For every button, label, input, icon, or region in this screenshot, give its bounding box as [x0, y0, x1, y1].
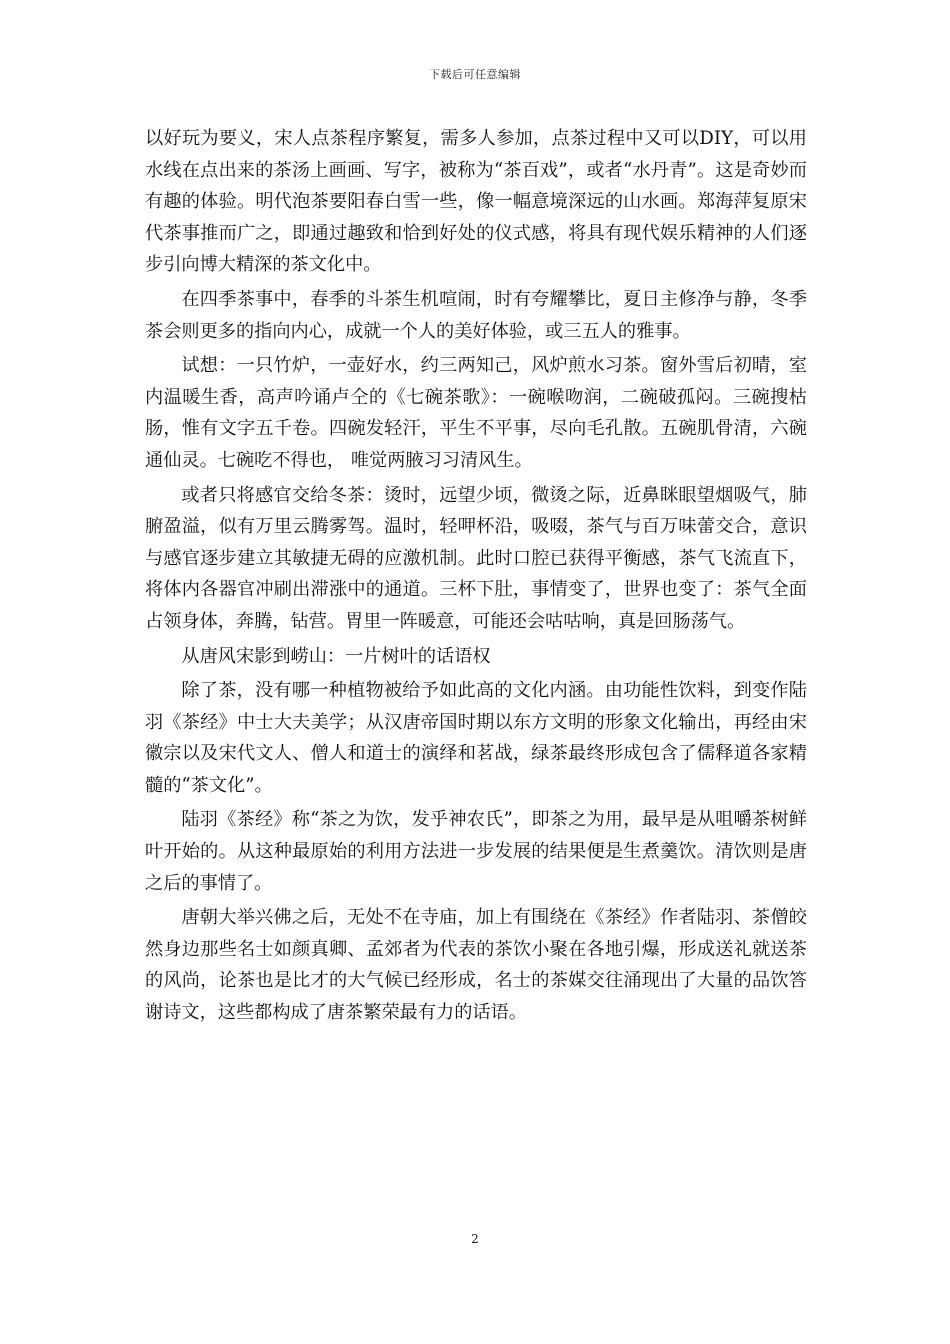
page-header: 下载后可任意编辑: [429, 68, 521, 81]
paragraph-6: 陆羽《茶经》称“茶之为饮，发乎神农氏”，即茶之为用，最早是从咀嚼茶树鲜叶开始的。从这种最原始的利用方法进一步发展的结果便是生煮羹饮。清饮则是唐之后的事情了。: [145, 809, 807, 894]
paragraph-7: 唐朝大举兴佛之后，无处不在寺庙，加上有围绕在《茶经》作者陆羽、茶僧皎然身边那些名士如颜真卿、孟郊者为代表的茶饮小聚在各地引爆，形成送礼就送茶的风尚，论茶也是比才的大气候已经形成，名士的茶媒交往涌现出了大量的品饮答谢诗文，这些都构成了唐茶繁荣最有力的话语。: [145, 907, 807, 1024]
paragraph-5: 除了茶，没有哪一种植物被给予如此高的文化内涵。由功能性饮料，到变作陆羽《茶经》中士大夫美学；从汉唐帝国时期以东方文明的形象文化输出，再经由宋徽宗以及宋代文人、僧人和道士的演绎和茗战，绿茶最终形成包含了儒释道各家精髓的“茶文化”。: [145, 680, 807, 796]
body-text: [145, 123, 807, 1032]
section-heading: 从唐风宋影到崂山：一片树叶的话语权: [181, 645, 491, 667]
page-number: 2: [471, 1232, 479, 1246]
paragraph-4: 或者只将感官交给冬茶：烫时，远望少顷，微烫之际，近鼻眯眼望烟吸气，肺腑盈溢，似有万里云腾雾驾。温时，轻呷杯沿，吸啜，茶气与百万味蕾交合，意识与感官逐步建立其敏捷无碍的应激机制。此时口腔已获得平衡感，茶气飞流直下，将体内各器官冲刷出滞涨中的通道。三杯下肚，事情变了，世界也变了：茶气全面占领身体，奔腾，钻营。胃里一阵暖意，可能还会咕咕响，真是回肠荡气。: [145, 484, 807, 632]
paragraph-3: 试想：一只竹炉，一壶好水，约三两知己，风炉煎水习茶。窗外雪后初晴，室内温暖生香，高声吟诵卢仝的《七碗茶歌》：一碗喉吻润，二碗破孤闷。三碗搜枯肠，惟有文字五千卷。四碗发轻汗，平生不平事，尽向毛孔散。五碗肌骨清，六碗通仙灵。七碗吃不得也， 唯觉两腋习习清风生。: [145, 355, 807, 471]
paragraph-1: 以好玩为要义，宋人点茶程序繁复，需多人参加，点茶过程中又可以DIY，可以用水线在点出来的茶汤上画画、写字，被称为“茶百戏”，或者“水丹青”。这是奇妙而有趣的体验。明代泡茶要阳春白雪一些，像一幅意境深远的山水画。郑海萍复原宋代茶事推而广之，即通过趣致和恰到好处的仪式感，将具有现代娱乐精神的人们逐步引向博大精深的茶文化中。: [145, 128, 807, 276]
paragraph-2: 在四季茶事中，春季的斗茶生机喧闹，时有夸耀攀比，夏日主修净与静，冬季茶会则更多的指向内心，成就一个人的美好体验，或三五人的雅事。: [145, 288, 807, 342]
